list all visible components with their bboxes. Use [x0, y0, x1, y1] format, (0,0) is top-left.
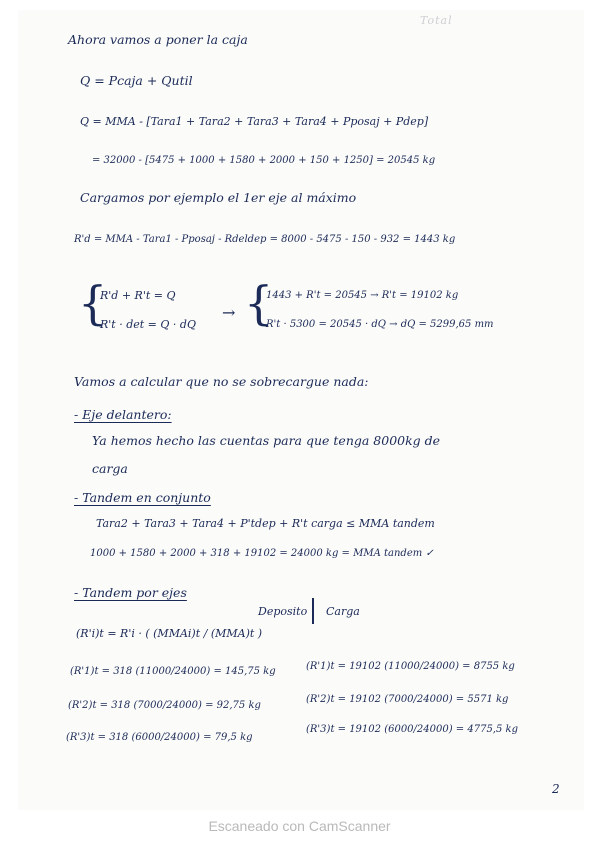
note-line: Tara2 + Tara3 + Tara4 + P'tdep + R't carga ≤ MMA tandem — [96, 517, 435, 530]
column-label-deposito: Deposito — [258, 605, 308, 618]
note-line: Cargamos por ejemplo el 1er eje al máximo — [80, 190, 357, 205]
section-heading: - Tandem por ejes — [74, 585, 187, 600]
carga-result: (R'3)t = 19102 (6000/24000) = 4775,5 kg — [306, 724, 518, 735]
note-line: Q = MMA - [Tara1 + Tara2 + Tara3 + Tara4 + Pposaj + Pdep] — [80, 115, 429, 128]
right-brace: { — [244, 276, 274, 330]
deposito-result: (R'2)t = 318 (7000/24000) = 92,75 kg — [68, 700, 261, 711]
column-label-carga: Carga — [326, 605, 360, 618]
left-brace: { — [78, 276, 108, 330]
faded-corner-text: Total — [420, 14, 453, 27]
general-formula: (R'i)t = R'i · ( (MMAi)t / (MMA)t ) — [76, 627, 263, 640]
column-divider — [312, 598, 314, 624]
note-line: Q = Pcaja + Qutil — [80, 73, 193, 88]
note-line: Ya hemos hecho las cuentas para que tenga 8000kg de — [92, 433, 441, 448]
note-line: = 32000 - [5475 + 1000 + 1580 + 2000 + 150 + 1250] = 20545 kg — [92, 155, 436, 166]
system-equation: R'd + R't = Q — [100, 289, 176, 302]
note-line: Ahora vamos a poner la caja — [68, 32, 248, 47]
page-number: 2 — [552, 782, 560, 796]
section-heading: - Tandem en conjunto — [74, 490, 211, 505]
section-heading: - Eje delantero: — [74, 407, 172, 422]
carga-result: (R'2)t = 19102 (7000/24000) = 5571 kg — [306, 694, 509, 705]
note-line: 1000 + 1580 + 2000 + 318 + 19102 = 24000 kg = MMA tandem ✓ — [90, 548, 434, 559]
deposito-result: (R'3)t = 318 (6000/24000) = 79,5 kg — [66, 732, 253, 743]
system-equation: R't · det = Q · dQ — [100, 318, 196, 331]
system-equation: R't · 5300 = 20545 · dQ → dQ = 5299,65 mm — [266, 319, 494, 330]
note-line: carga — [92, 461, 128, 476]
note-line: R'd = MMA - Tara1 - Pposaj - Rdeldep = 8000 - 5475 - 150 - 932 = 1443 kg — [74, 234, 456, 245]
system-equation: 1443 + R't = 20545 → R't = 19102 kg — [266, 290, 459, 301]
arrow-icon: → — [222, 303, 236, 322]
carga-result: (R'1)t = 19102 (11000/24000) = 8755 kg — [306, 661, 515, 672]
camscanner-watermark: Escaneado con CamScanner — [208, 818, 391, 834]
deposito-result: (R'1)t = 318 (11000/24000) = 145,75 kg — [70, 666, 276, 677]
note-line: Vamos a calcular que no se sobrecargue nada: — [74, 374, 369, 389]
